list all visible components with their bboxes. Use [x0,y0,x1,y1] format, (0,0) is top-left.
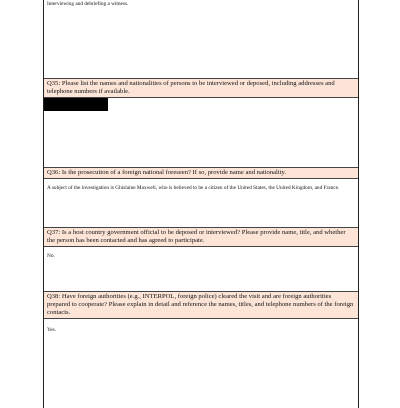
answer-q38: Yes. [47,327,57,333]
answer-q36: A subject of the investigation is Ghislaine Maxwell, who is believed to be a citizen of the United States, the United Kingdom, and France. [47,185,340,191]
question-q37: Q37: Is a host country government official to be deposed or interviewed? Please provide name, title, and whether the person has been contacted and has agreed to participate. [44,227,358,247]
form-page [43,0,359,408]
question-q38: Q38: Have foreign authorities (e.g., INTERPOL, foreign police) cleared the visit and are foreign authorities prepared to cooperate? Please explain in detail and reference the names, titles, and telephone numbers of the foreign contacts. [44,291,358,319]
answer-q37: No. [47,253,55,259]
redaction-block [44,98,108,111]
question-q35: Q35: Please list the names and nationalities of persons to be interviewed or deposed, including addresses and telephone numbers if available. [44,78,358,98]
answer-q34: Interviewing and debriefing a witness. [47,1,129,7]
question-q36: Q36: Is the prosecution of a foreign national foreseen? If so, provide name and nationality. [44,167,358,179]
